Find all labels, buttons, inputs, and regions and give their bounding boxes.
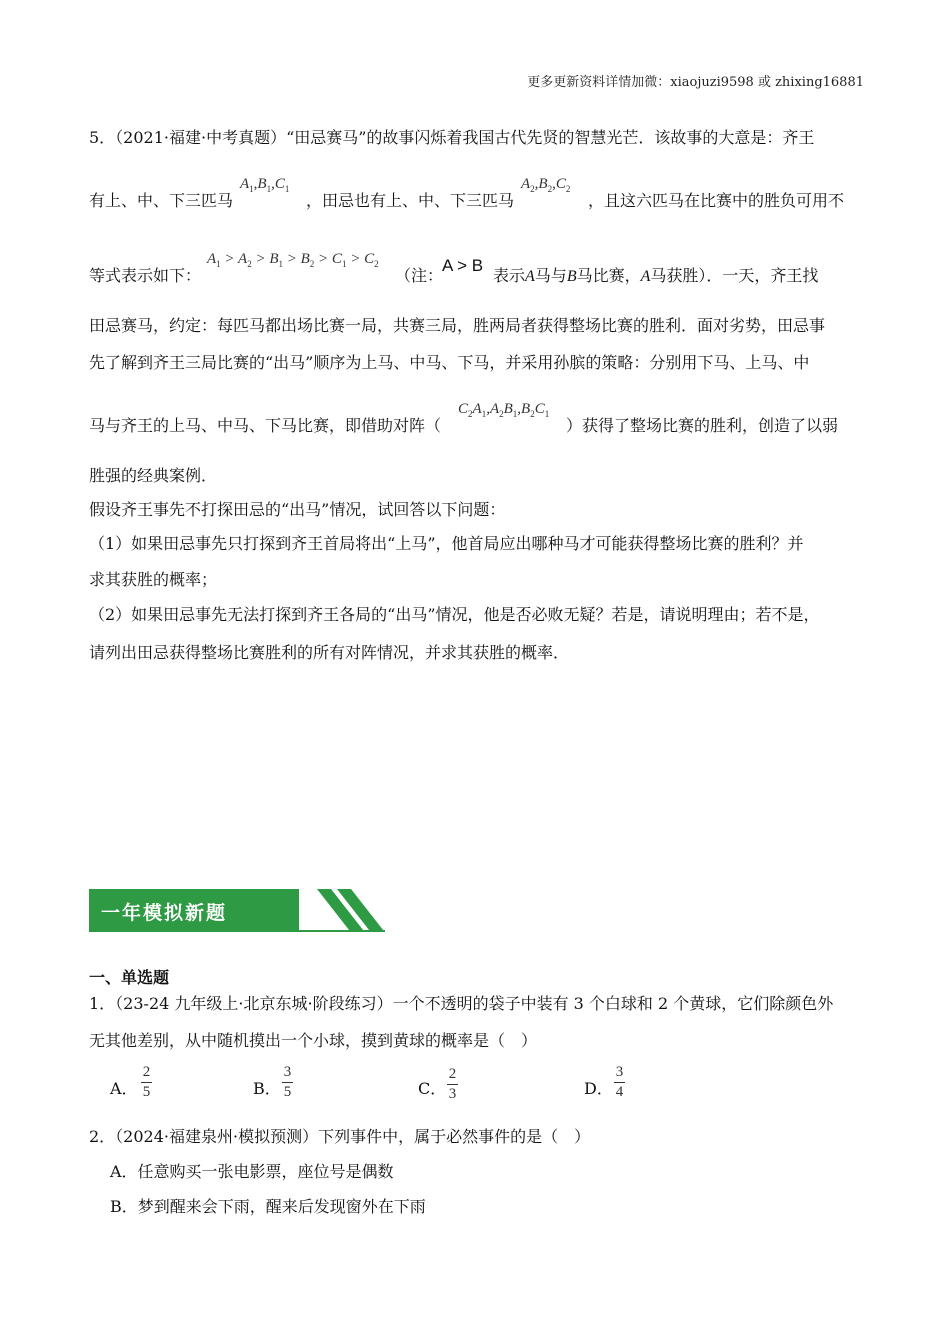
math-inequality: $A_1 > A_2 > B_1 > B_2 > C_1 > C_2$ [207, 251, 379, 269]
math-tian-horses: $A_2,B_2,C_2$ [521, 176, 571, 194]
q5-line-7: 胜强的经典案例． [89, 466, 218, 485]
q2-line-1: 2．（2024·福建泉州·模拟预测）下列事件中，属于必然事件的是（ ） [89, 1127, 591, 1146]
q2-option-b: B．梦到醒来会下雨，醒来后发现窗外在下雨 [110, 1197, 426, 1216]
q5-line-1: 5．（2021·福建·中考真题）“田忌赛马”的故事闪烁着我国古代先贤的智慧光芒．该故事的大意是：齐王 [89, 128, 815, 147]
q1-option-a-label: A． [110, 1079, 138, 1098]
q5-line-10: 求其获胜的概率； [89, 570, 218, 589]
page-header: 更多更新资料详情加微：xiaojuzi9598 或 zhixing16881 [527, 75, 864, 90]
q1-line-1: 1．（23-24 九年级上·北京东城·阶段练习）一个不透明的袋子中装有 3 个白球和 2 个黄球，它们除颜色外 [89, 994, 834, 1013]
q5-line-2a: 有上、中、下三匹马 [89, 191, 234, 210]
q1-option-c-label: C． [418, 1079, 447, 1098]
q5-line-2c: ，且这六匹马在比赛中的胜负可用不 [588, 191, 845, 210]
math-note: A > B [442, 256, 484, 275]
q5-line-8: 假设齐王事先不打探田忌的“出马”情况，试回答以下问题： [89, 500, 506, 519]
q5-line-3c: 表示A马与B马比赛，A马获胜）．一天，齐王找 [493, 266, 819, 285]
q2-option-a: A．任意购买一张电影票，座位号是偶数 [110, 1162, 394, 1181]
banner-underline [89, 930, 385, 932]
q1-option-b-label: B． [253, 1079, 281, 1098]
q1-option-d-label: D． [584, 1079, 613, 1098]
section-banner [89, 889, 385, 932]
q5-line-6a: 马与齐王的上马、中马、下马比赛，即借助对阵（ [89, 416, 442, 435]
banner-title: 一年模拟新题 [101, 902, 228, 924]
q5-line-3b: （注： [395, 266, 444, 285]
q1-option-a-fraction: 2 5 [142, 1064, 151, 1100]
q5-line-12: 请列出田忌获得整场比赛胜利的所有对阵情况，并求其获胜的概率． [89, 643, 570, 662]
q1-option-c-fraction: 2 3 [448, 1066, 457, 1102]
math-pairing: $C_2A_1,A_2B_1,B_2C_1$ [458, 401, 550, 419]
q1-option-b-fraction: 3 5 [283, 1064, 292, 1100]
q5-line-5: 先了解到齐王三局比赛的“出马”顺序为上马、中马、下马，并采用孙膑的策略：分别用下马、上马、中 [89, 353, 810, 372]
math-king-horses: $A_1,B_1,C_1$ [240, 176, 290, 194]
q1-line-2: 无其他差别，从中随机摸出一个小球，摸到黄球的概率是（ ） [89, 1031, 538, 1050]
q5-line-4: 田忌赛马，约定：每匹马都出场比赛一局，共赛三局，胜两局者获得整场比赛的胜利．面对劣势，田忌事 [89, 316, 826, 335]
q5-line-6b: ）获得了整场比赛的胜利，创造了以弱 [566, 416, 839, 435]
q1-option-d-fraction: 3 4 [615, 1064, 624, 1100]
q5-line-3a: 等式表示如下： [89, 266, 202, 285]
q5-line-11: （2）如果田忌事先无法打探到齐王各局的“出马”情况，他是否必败无疑？若是，请说明理由；若不是， [89, 605, 820, 624]
section-title: 一、单选题 [89, 968, 170, 987]
q5-line-9: （1）如果田忌事先只打探到齐王首局将出“上马”，他首局应出哪种马才可能获得整场比赛的胜利？并 [89, 534, 804, 553]
q5-line-2b: ，田忌也有上、中、下三匹马 [306, 191, 515, 210]
